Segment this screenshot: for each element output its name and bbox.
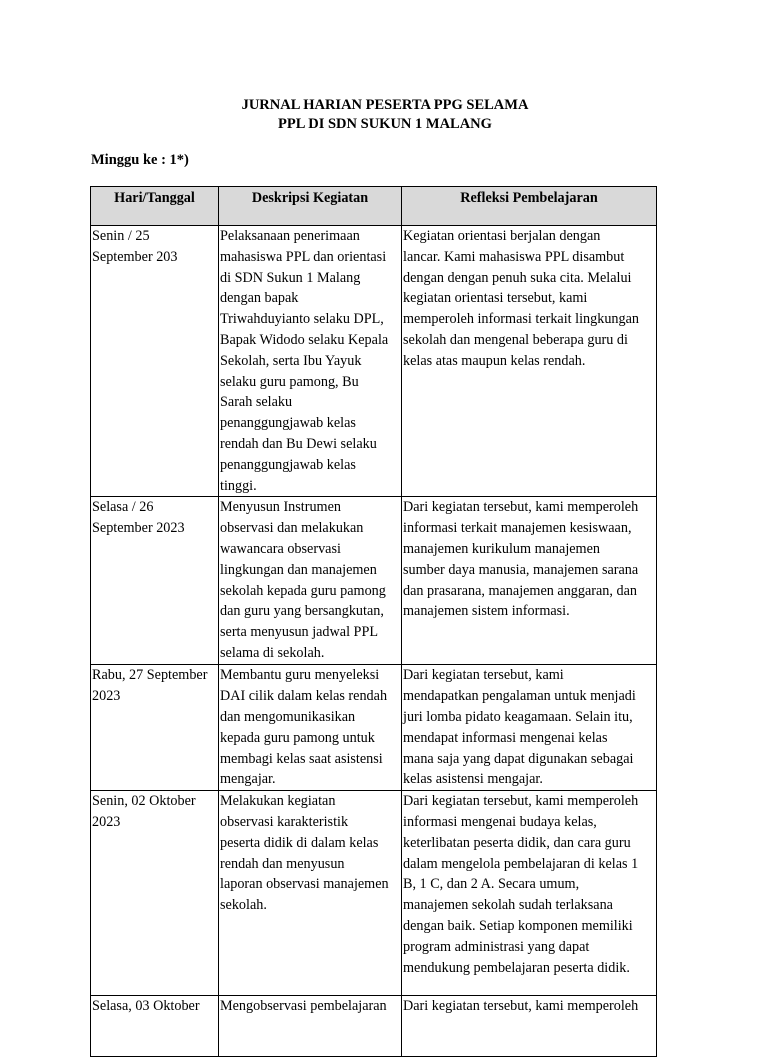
cell-date: Senin, 02 Oktober 2023 — [91, 791, 219, 996]
cell-reflection: Dari kegiatan tersebut, kami mendapatkan pengalaman untuk menjadi juri lomba pidato keagamaan. Selain itu, mendapat informasi mengenai kelas mana saja yang dapat digunakan sebagai kelas asistensi mengajar. — [402, 665, 657, 791]
table-row — [91, 996, 657, 1057]
header-date: Hari/Tanggal — [91, 187, 219, 226]
document-title — [0, 96, 768, 134]
header-description: Deskripsi Kegiatan — [219, 187, 402, 226]
week-label: Minggu ke : 1*) — [91, 152, 189, 168]
table-header-row — [91, 187, 657, 226]
table-row — [91, 497, 657, 665]
cell-reflection: Kegiatan orientasi berjalan dengan lancar. Kami mahasiswa PPL disambut dengan dengan penuh suka cita. Melalui kegiatan orientasi tersebut, kami memperoleh informasi terkait lingkungan sekolah dan mengenal beberapa guru di kelas atas maupun kelas rendah. — [402, 226, 657, 497]
table-row — [91, 791, 657, 996]
cell-date: Senin / 25 September 203 — [91, 226, 219, 497]
cell-reflection: Dari kegiatan tersebut, kami memperoleh — [402, 996, 657, 1057]
cell-description: Mengobservasi pembelajaran — [219, 996, 402, 1057]
cell-description: Membantu guru menyeleksi DAI cilik dalam kelas rendah dan mengomunikasikan kepada guru pamong untuk membagi kelas saat asistensi mengajar. — [219, 665, 402, 791]
cell-description: Melakukan kegiatan observasi karakteristik peserta didik di dalam kelas rendah dan menyusun laporan observasi manajemen sekolah. — [219, 791, 402, 996]
header-reflection: Refleksi Pembelajaran — [402, 187, 657, 226]
journal-table — [90, 186, 657, 1057]
title-line-2: PPL DI SDN SUKUN 1 MALANG — [278, 116, 492, 132]
table-row — [91, 226, 657, 497]
cell-reflection: Dari kegiatan tersebut, kami memperoleh informasi terkait manajemen kesiswaan, manajemen kurikulum manajemen sumber daya manusia, manajemen sarana dan prasarana, manajemen anggaran, dan manajemen sistem informasi. — [402, 497, 657, 665]
cell-date: Rabu, 27 September 2023 — [91, 665, 219, 791]
cell-reflection: Dari kegiatan tersebut, kami memperoleh informasi mengenai budaya kelas, keterlibatan peserta didik, dan cara guru dalam mengelola pembelajaran di kelas 1 B, 1 C, dan 2 A. Secara umum, manajemen sekolah sudah terlaksana dengan baik. Setiap komponen memiliki program administrasi yang dapat mendukung pembelajaran peserta didik. — [402, 791, 657, 996]
cell-date: Selasa, 03 Oktober — [91, 996, 219, 1057]
cell-description: Menyusun Instrumen observasi dan melakukan wawancara observasi lingkungan dan manajemen sekolah kepada guru pamong dan guru yang bersangkutan, serta menyusun jadwal PPL selama di sekolah. — [219, 497, 402, 665]
cell-date: Selasa / 26 September 2023 — [91, 497, 219, 665]
title-line-1: JURNAL HARIAN PESERTA PPG SELAMA — [241, 97, 529, 113]
table-row — [91, 665, 657, 791]
cell-description: Pelaksanaan penerimaan mahasiswa PPL dan orientasi di SDN Sukun 1 Malang dengan bapak Triwahduyianto selaku DPL, Bapak Widodo selaku Kepala Sekolah, serta Ibu Yayuk selaku guru pamong, Bu Sarah selaku penanggungjawab kelas rendah dan Bu Dewi selaku penanggungjawab kelas tinggi. — [219, 226, 402, 497]
